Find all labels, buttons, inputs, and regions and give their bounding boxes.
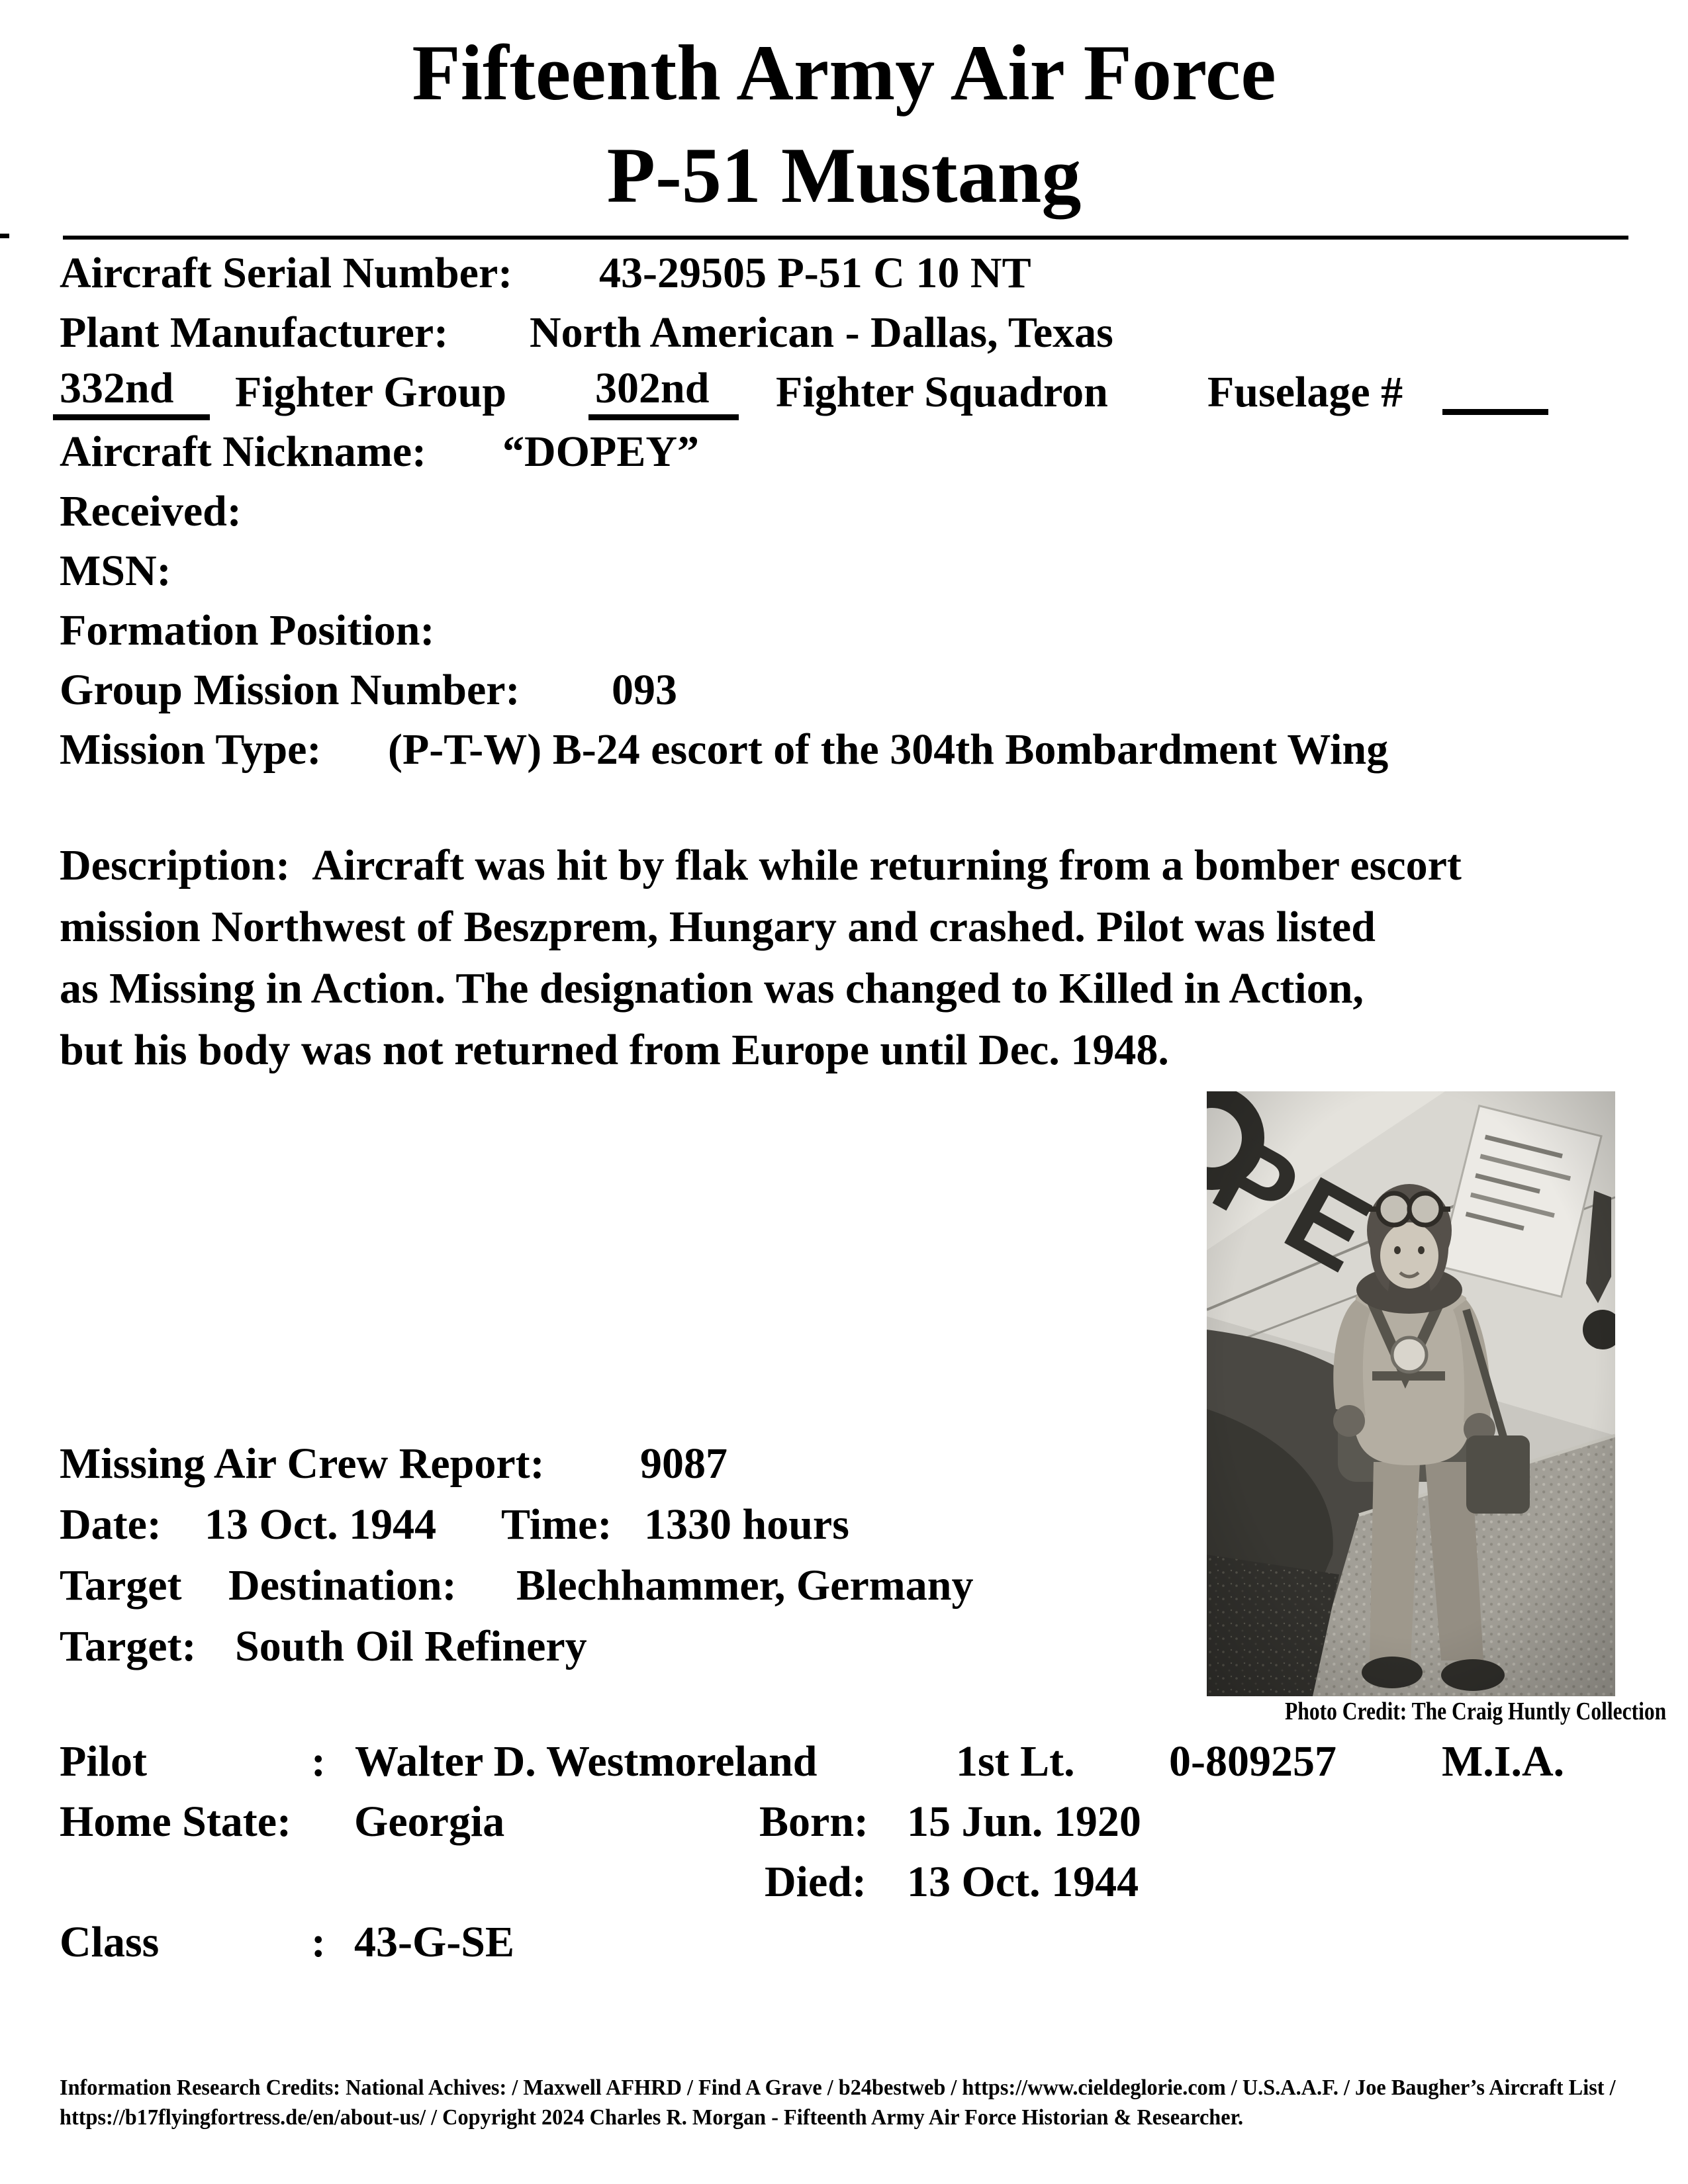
received-label: Received: xyxy=(60,487,242,535)
description-line-3 xyxy=(0,958,1688,1019)
description-label: Description: xyxy=(60,841,291,889)
macr-date-label: Date: xyxy=(60,1500,162,1549)
header-divider-rule xyxy=(63,236,1628,240)
page-title: Fifteenth Army Air Force xyxy=(412,28,1276,116)
macr-report-value: 9087 xyxy=(640,1439,727,1488)
macr-report-line xyxy=(0,1433,1688,1494)
pilot-line xyxy=(0,1731,1688,1792)
mission-type-value: (P-T-W) B-24 escort of the 304th Bombardment Wing xyxy=(388,725,1389,774)
photo-credit-text: Photo Credit: The Craig Huntly Collection xyxy=(1285,1698,1667,1725)
serial-number-label: Aircraft Serial Number: xyxy=(60,249,513,297)
footer-text-1: Information Research Credits: National Achives: / Maxwell AFHRD / Find A Grave / b24bestweb / https://www.cieldeglorie.com / U.S.A.A.F. / Joe Baugher’s Aircraft List / xyxy=(60,2075,1616,2100)
born-label: Born: xyxy=(759,1797,868,1846)
photo-credit xyxy=(1207,1698,1667,1726)
plant-manufacturer-line xyxy=(0,303,1688,363)
macr-time-value: 1330 hours xyxy=(644,1500,849,1549)
description-text-4: but his body was not returned from Europe until Dec. 1948. xyxy=(60,1026,1169,1074)
description-text-2: mission Northwest of Beszprem, Hungary and crashed. Pilot was listed xyxy=(60,903,1376,951)
pilot-name: Walter D. Westmoreland xyxy=(355,1737,818,1786)
nickname-line xyxy=(0,422,1688,482)
msn-label: MSN: xyxy=(60,547,171,595)
footer-line-2 xyxy=(0,2103,1688,2132)
footer-credits xyxy=(0,2073,1688,2132)
group-squadron-line xyxy=(0,363,1688,422)
plant-manufacturer-label: Plant Manufacturer: xyxy=(60,308,449,357)
class-label: Class xyxy=(60,1918,160,1966)
fighter-squadron-number: 302nd xyxy=(588,363,739,420)
aircraft-data-block xyxy=(0,244,1688,780)
serial-number-line xyxy=(0,244,1688,303)
description-text-1: Aircraft was hit by flak while returning from a bomber escort xyxy=(312,841,1462,889)
footer-line-1 xyxy=(0,2073,1688,2103)
target-value: South Oil Refinery xyxy=(235,1622,587,1670)
pilot-status: M.I.A. xyxy=(1442,1737,1565,1786)
macr-report-label: Missing Air Crew Report: xyxy=(60,1439,545,1488)
description-line-2 xyxy=(0,896,1688,958)
class-colon: : xyxy=(311,1918,326,1966)
description-block xyxy=(0,835,1688,1081)
macr-date-value: 13 Oct. 1944 xyxy=(205,1500,437,1549)
died-label: Died: xyxy=(765,1858,867,1906)
died-value: 13 Oct. 1944 xyxy=(907,1858,1139,1906)
class-line xyxy=(0,1912,1688,1972)
fighter-squadron-label: Fighter Squadron xyxy=(776,368,1108,416)
formation-position-line xyxy=(0,601,1688,660)
fuselage-number-blank xyxy=(1442,363,1548,415)
group-mission-value: 093 xyxy=(612,666,677,714)
born-value: 15 Jun. 1920 xyxy=(907,1797,1141,1846)
description-line-4 xyxy=(0,1019,1688,1081)
footer-text-2: https://b17flyingfortress.de/en/about-us/ / Copyright 2024 Charles R. Morgan - Fifteenth Army Air Force Historian & Researcher. xyxy=(60,2105,1244,2130)
macr-block xyxy=(0,1433,1688,1677)
received-line xyxy=(0,482,1688,541)
mission-type-label: Mission Type: xyxy=(60,725,322,774)
pilot-colon: : xyxy=(311,1737,326,1786)
home-state-born-line xyxy=(0,1792,1688,1852)
pilot-rank: 1st Lt. xyxy=(956,1737,1075,1786)
group-mission-label: Group Mission Number: xyxy=(60,666,520,714)
home-state-value: Georgia xyxy=(354,1797,505,1846)
fuselage-number-label: Fuselage # xyxy=(1207,368,1403,416)
fighter-group-number: 332nd xyxy=(53,363,210,420)
pilot-serial: 0-809257 xyxy=(1169,1737,1336,1786)
target-destination-label: Target Destination: xyxy=(60,1561,457,1610)
died-line xyxy=(0,1852,1688,1912)
class-value: 43-G-SE xyxy=(354,1918,515,1966)
description-text-3: as Missing in Action. The designation was changed to Killed in Action, xyxy=(60,964,1364,1013)
page-subtitle: P-51 Mustang xyxy=(606,131,1082,219)
target-destination-value: Blechhammer, Germany xyxy=(516,1561,974,1610)
description-line-1 xyxy=(0,835,1688,896)
serial-number-value: 43-29505 P-51 C 10 NT xyxy=(599,249,1031,297)
msn-line xyxy=(0,541,1688,601)
macr-target-destination-line xyxy=(0,1555,1688,1616)
macr-date-time-line xyxy=(0,1494,1688,1555)
nickname-value: “DOPEY” xyxy=(502,428,699,476)
home-state-label: Home State: xyxy=(60,1797,292,1846)
nickname-label: Aircraft Nickname: xyxy=(60,428,427,476)
macr-target-line xyxy=(0,1616,1688,1677)
scan-artifact-tick xyxy=(0,234,9,238)
macr-time-label: Time: xyxy=(501,1500,612,1549)
plant-manufacturer-value: North American - Dallas, Texas xyxy=(530,308,1113,357)
pilot-block xyxy=(0,1731,1688,1972)
formation-position-label: Formation Position: xyxy=(60,606,435,655)
target-label: Target: xyxy=(60,1622,197,1670)
group-mission-line xyxy=(0,660,1688,720)
pilot-label: Pilot xyxy=(60,1737,147,1786)
fighter-group-label: Fighter Group xyxy=(235,368,507,416)
mission-type-line xyxy=(0,720,1688,780)
